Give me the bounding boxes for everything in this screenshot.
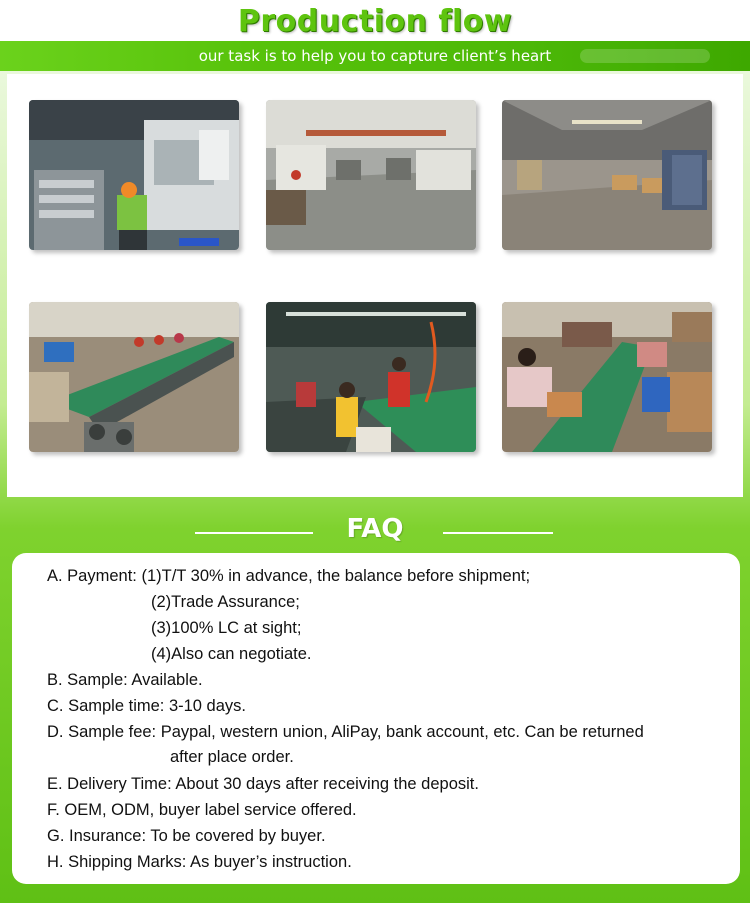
faq-sample-fee-cont: after place order. [170, 748, 294, 766]
faq-payment-option-3: (3)100% LC at sight; [151, 619, 302, 637]
conveyor-assembly-line-photo [29, 302, 239, 452]
factory-floor-machines-photo [266, 100, 476, 250]
warehouse-storage-photo [502, 100, 712, 250]
faq-payment-option-2: (2)Trade Assurance; [151, 593, 300, 611]
workers-assembly-line-photo [266, 302, 476, 452]
faq-delivery-time: E. Delivery Time: About 30 days after receiving the deposit. [47, 775, 479, 793]
faq-payment-option-4: (4)Also can negotiate. [151, 645, 312, 663]
cnc-machine-workshop-photo [29, 100, 239, 250]
faq-shipping-marks: H. Shipping Marks: As buyer’s instruction. [47, 853, 352, 871]
faq-insurance: G. Insurance: To be covered by buyer. [47, 827, 326, 845]
page-title: Production flow [237, 4, 513, 39]
packing-line-boxes-photo [502, 302, 712, 452]
faq-payment: A. Payment: (1)T/T 30% in advance, the balance before shipment; [47, 567, 531, 585]
faq-oem-odm: F. OEM, ODM, buyer label service offered. [47, 801, 357, 819]
subtitle-banner [0, 41, 750, 71]
faq-sample-time: C. Sample time: 3-10 days. [47, 697, 246, 715]
faq-sample-fee: D. Sample fee: Paypal, western union, AliPay, bank account, etc. Can be returned [47, 723, 644, 741]
subtitle-text: our task is to help you to capture client’s heart [198, 47, 552, 65]
faq-title: FAQ [346, 514, 404, 544]
faq-sample: B. Sample: Available. [47, 671, 203, 689]
